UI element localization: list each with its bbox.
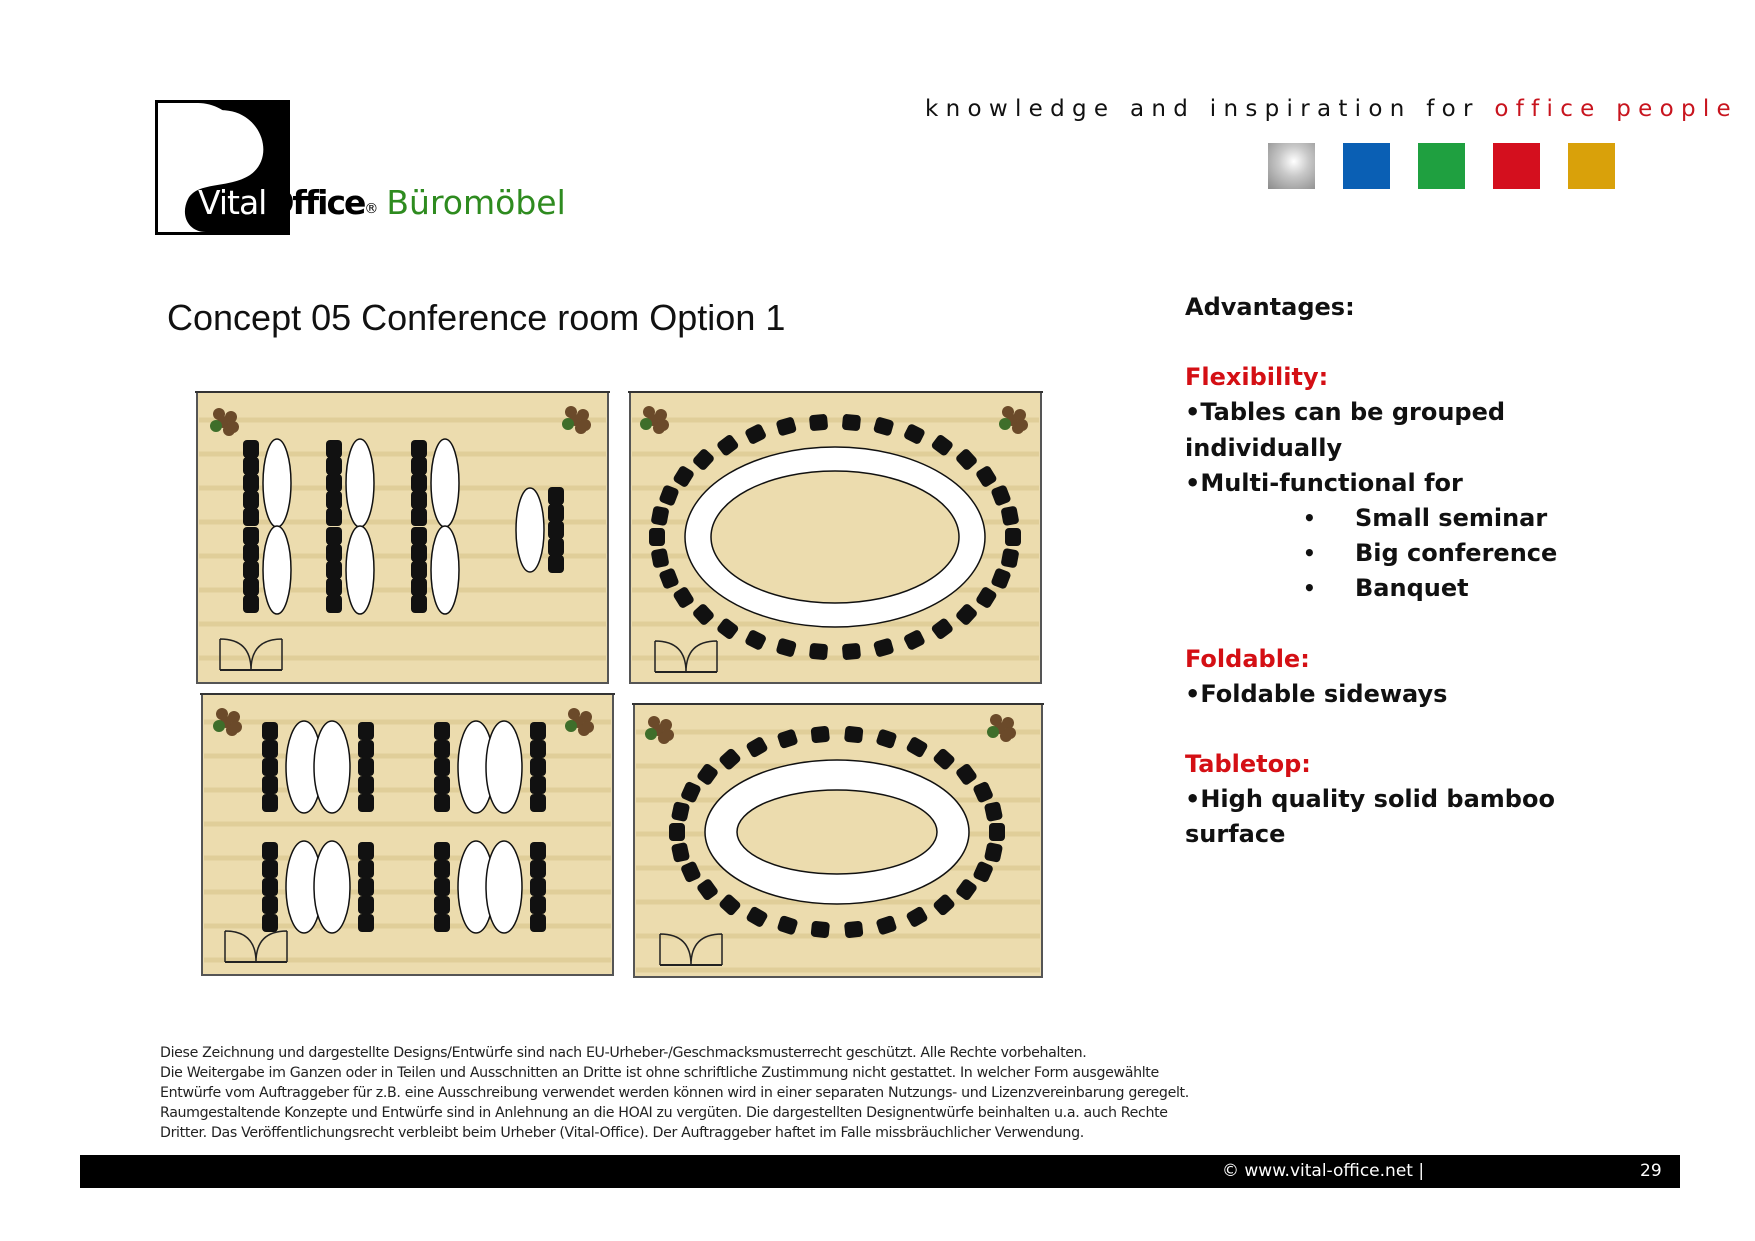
table: [263, 439, 291, 527]
chair: [434, 878, 450, 896]
copyright-disclaimer: [160, 1043, 1210, 1143]
chair: [548, 538, 564, 556]
chair: [358, 896, 374, 914]
swatch-yellow: [1568, 143, 1615, 189]
swatch-green: [1418, 143, 1465, 189]
swatch-red: [1493, 143, 1540, 189]
foldable-line: •Foldable sideways: [1185, 679, 1448, 708]
chair: [358, 860, 374, 878]
chair: [548, 521, 564, 539]
table: [486, 721, 522, 813]
chair: [411, 508, 427, 526]
footer-website-link[interactable]: © www.vital-office.net |: [1222, 1161, 1425, 1181]
small-oval-layout: [632, 702, 1044, 979]
chair: [548, 555, 564, 573]
chair: [434, 794, 450, 812]
chair: [326, 561, 342, 579]
chair: [262, 740, 278, 758]
table: [431, 526, 459, 614]
flexibility-line-2: •Multi-functional for: [1185, 468, 1463, 497]
chair: [530, 842, 546, 860]
chair: [262, 878, 278, 896]
chair: [243, 491, 259, 509]
table: [314, 841, 350, 933]
chair: [262, 758, 278, 776]
chair: [243, 440, 259, 458]
table: [516, 488, 544, 572]
tabletop-heading: Tabletop:: [1185, 750, 1311, 779]
chair: [243, 508, 259, 526]
chair: [530, 794, 546, 812]
logo-wordmark: [198, 183, 566, 223]
chair: [434, 722, 450, 740]
use-item: [1185, 536, 1625, 571]
chair: [1005, 528, 1021, 546]
tabletop-line: •High quality solid bamboo surface: [1185, 785, 1555, 849]
chair: [842, 414, 861, 432]
chair: [243, 457, 259, 475]
chair: [262, 860, 278, 878]
use-item-label: Banquet: [1355, 574, 1469, 603]
chair: [326, 527, 342, 545]
chair: [262, 896, 278, 914]
chair: [262, 842, 278, 860]
chair: [326, 508, 342, 526]
chair: [434, 740, 450, 758]
chair: [411, 474, 427, 492]
foldable-heading: Foldable:: [1185, 644, 1310, 673]
logo-word-bueromoebel: Büromöbel: [386, 183, 566, 222]
use-item: [1185, 501, 1625, 536]
logo-registered: ®: [364, 201, 379, 217]
chair: [530, 860, 546, 878]
chair: [842, 643, 861, 661]
chair: [358, 878, 374, 896]
table-inner-opening: [737, 790, 937, 874]
chair: [326, 491, 342, 509]
table: [346, 526, 374, 614]
chair: [411, 561, 427, 579]
tagline-part2: office people: [1494, 96, 1738, 122]
table: [314, 721, 350, 813]
chair: [243, 561, 259, 579]
use-item-label: Big conference: [1355, 539, 1558, 568]
table: [486, 841, 522, 933]
use-item-label: Small seminar: [1355, 504, 1548, 533]
chair: [411, 491, 427, 509]
chair: [434, 914, 450, 932]
use-item: [1185, 571, 1625, 606]
table: [263, 526, 291, 614]
chair: [326, 544, 342, 562]
tagline-part1: knowledge and inspiration for: [925, 96, 1495, 122]
advantages-panel: [1185, 290, 1625, 853]
chair: [809, 414, 828, 432]
chair: [669, 823, 685, 841]
chair: [651, 548, 670, 569]
flexibility-heading: Flexibility:: [1185, 363, 1329, 392]
chair: [530, 722, 546, 740]
swatch-blue: [1343, 143, 1390, 189]
chair: [411, 440, 427, 458]
chair: [989, 823, 1005, 841]
advantages-heading: Advantages:: [1185, 293, 1355, 321]
chair: [1000, 506, 1019, 527]
chair: [844, 921, 864, 939]
disclaimer-line: Raumgestaltende Konzepte und Entwürfe sind in Anlehnung an die HOAI zu vergüten. Die dargestellten Designentwürfe beinhalten u.a. auch Rechte: [160, 1105, 1168, 1121]
chair: [548, 487, 564, 505]
flexibility-line-1: •Tables can be grouped individually: [1185, 398, 1506, 462]
chair: [411, 527, 427, 545]
chair: [243, 578, 259, 596]
chair: [358, 758, 374, 776]
chair: [434, 758, 450, 776]
bullet-icon: •: [1303, 576, 1316, 601]
footer-bar: [80, 1155, 1680, 1188]
logo-word-vital: Vital: [198, 183, 267, 222]
chair: [358, 914, 374, 932]
chair: [649, 528, 665, 546]
disclaimer-line: Dritter. Das Veröffentlichungsrecht verbleibt beim Urheber (Vital-Office). Der Auftraggeber haftet im Falle missbräuchlicher Verwendung.: [160, 1125, 1084, 1141]
chair: [411, 595, 427, 613]
chair: [434, 896, 450, 914]
chair: [434, 860, 450, 878]
page-title: Concept 05 Conference room Option 1: [167, 297, 786, 338]
chair: [262, 794, 278, 812]
chair: [243, 527, 259, 545]
chair: [326, 595, 342, 613]
chair: [358, 842, 374, 860]
swatch-silver: [1268, 143, 1315, 189]
chair: [434, 842, 450, 860]
chair: [326, 474, 342, 492]
bullet-icon: •: [1303, 541, 1316, 566]
large-oval-layout: [628, 390, 1043, 685]
chair: [651, 506, 670, 527]
chair: [809, 643, 828, 661]
chair: [326, 440, 342, 458]
chair: [358, 740, 374, 758]
chair: [411, 578, 427, 596]
chair: [434, 776, 450, 794]
chair: [358, 794, 374, 812]
chair: [530, 758, 546, 776]
chair: [530, 776, 546, 794]
disclaimer-line: Diese Zeichnung und dargestellte Designs/Entwürfe sind nach EU-Urheber-/Geschmacksmusterrecht geschützt. Alle Rechte vorbehalten.: [160, 1045, 1087, 1061]
chair: [530, 878, 546, 896]
tagline: [925, 96, 1738, 122]
chair: [844, 726, 864, 744]
table: [346, 439, 374, 527]
chair: [262, 776, 278, 794]
table: [431, 439, 459, 527]
chair: [548, 504, 564, 522]
disclaimer-line: Entwürfe vom Auftraggeber für z.B. eine Ausschreibung verwendet werden können wird in einer separaten Nutzungs- und Lizenzvereinbarung geregelt.: [160, 1085, 1189, 1101]
chair: [262, 722, 278, 740]
chair: [530, 896, 546, 914]
chair: [810, 921, 830, 939]
chair: [530, 914, 546, 932]
disclaimer-line: Die Weitergabe im Ganzen oder in Teilen und Ausschnitten an Dritte ist ohne schriftliche Zustimmung nicht gestattet. In welcher Form ausgewählte: [160, 1065, 1159, 1081]
page-number: 29: [1640, 1161, 1662, 1181]
chair: [530, 740, 546, 758]
chair: [326, 578, 342, 596]
bullet-icon: •: [1303, 506, 1316, 531]
seminar-rows-layout: [195, 390, 610, 685]
chair: [243, 595, 259, 613]
chair: [358, 776, 374, 794]
chair: [358, 722, 374, 740]
chair: [243, 474, 259, 492]
chair: [326, 457, 342, 475]
logo-word-office: Office: [266, 183, 365, 222]
chair: [411, 457, 427, 475]
banquet-groups-layout: [200, 692, 615, 977]
chair: [262, 914, 278, 932]
chair: [243, 544, 259, 562]
chair: [1000, 548, 1019, 569]
table-inner-opening: [711, 471, 959, 603]
chair: [810, 726, 830, 744]
chair: [411, 544, 427, 562]
